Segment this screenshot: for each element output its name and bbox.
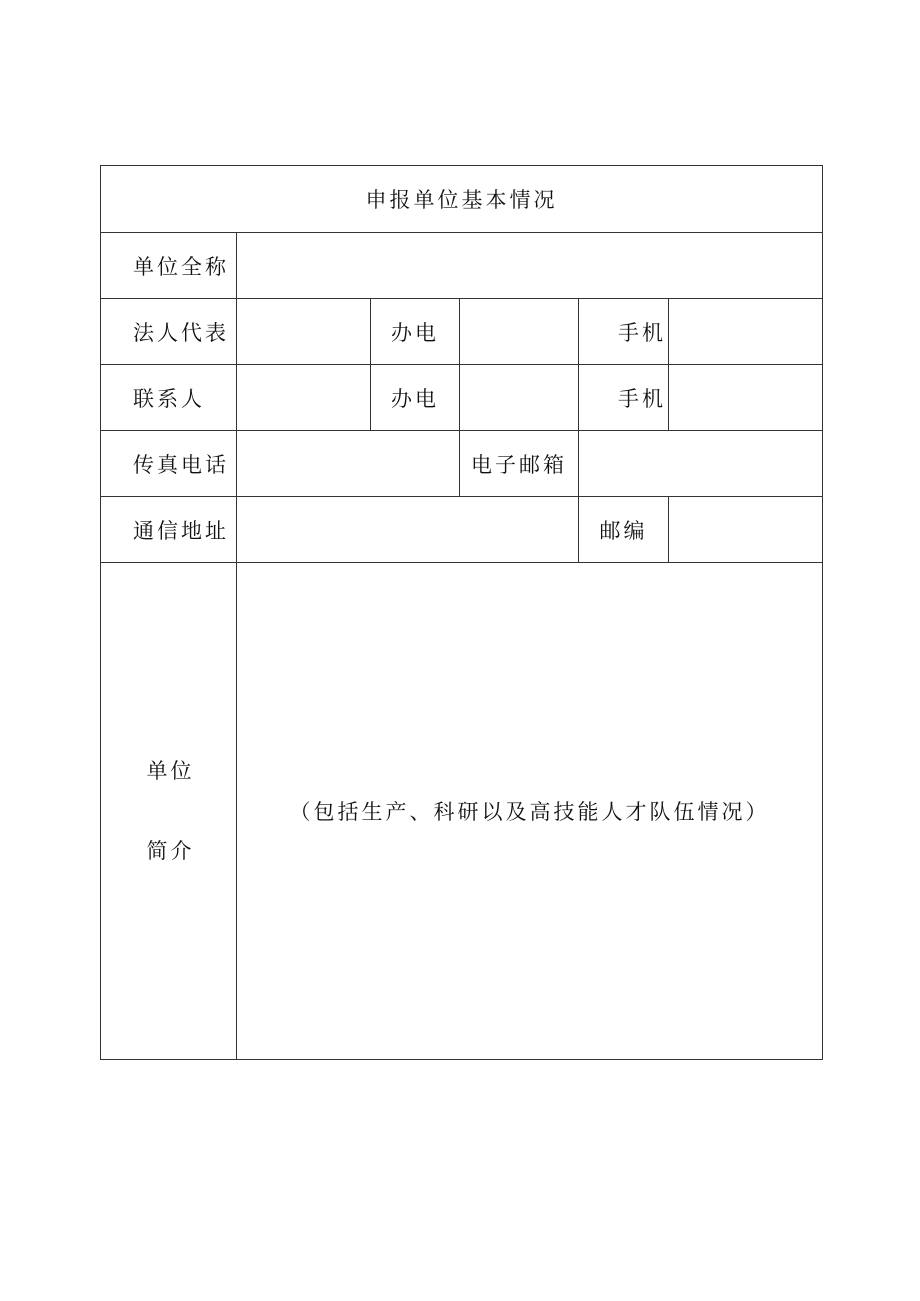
row-contact — [101, 365, 823, 431]
email-field[interactable] — [579, 431, 823, 497]
fax-field[interactable] — [237, 431, 460, 497]
row-full-name — [101, 233, 823, 299]
row-legal-rep — [101, 299, 823, 365]
row-fax — [101, 431, 823, 497]
legal-rep-label: 法人代表 — [101, 299, 237, 365]
email-label: 电子邮箱 — [460, 431, 579, 497]
intro-label — [101, 563, 237, 1060]
row-intro — [101, 563, 823, 1060]
address-label: 通信地址 — [101, 497, 237, 563]
form-title-row — [101, 166, 823, 233]
postcode-field[interactable] — [669, 497, 823, 563]
full-name-field[interactable] — [237, 233, 823, 299]
full-name-label: 单位全称 — [101, 233, 237, 299]
postcode-label: 邮编 — [579, 497, 669, 563]
contact-mobile-label: 手机 — [579, 365, 669, 431]
legal-rep-mobile-label: 手机 — [579, 299, 669, 365]
form-title: 申报单位基本情况 — [101, 166, 823, 233]
intro-label-line1: 单位 — [146, 759, 195, 783]
intro-label-line2: 简介 — [146, 839, 195, 863]
unit-info-form-table — [100, 165, 823, 1060]
contact-label: 联系人 — [101, 365, 237, 431]
contact-mobile-field[interactable] — [669, 365, 823, 431]
legal-rep-mobile-field[interactable] — [669, 299, 823, 365]
legal-rep-office-phone-field[interactable] — [460, 299, 579, 365]
legal-rep-field[interactable] — [237, 299, 371, 365]
row-address — [101, 497, 823, 563]
contact-field[interactable] — [237, 365, 371, 431]
address-field[interactable] — [237, 497, 579, 563]
intro-note: （包括生产、科研以及高技能人才队伍情况） — [289, 800, 770, 824]
fax-label: 传真电话 — [101, 431, 237, 497]
legal-rep-office-phone-label: 办电 — [371, 299, 460, 365]
contact-office-phone-field[interactable] — [460, 365, 579, 431]
intro-field[interactable] — [237, 563, 823, 1060]
contact-office-phone-label: 办电 — [371, 365, 460, 431]
